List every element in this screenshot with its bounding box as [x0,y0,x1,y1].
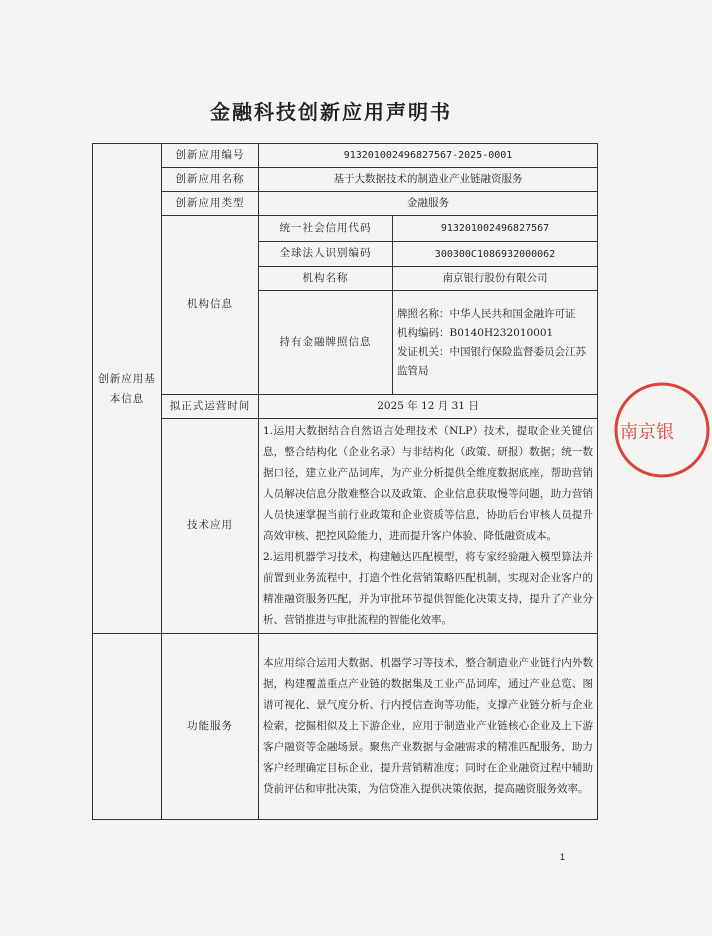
seal-text: 南京银 [620,422,674,443]
row-credit-code [93,216,598,242]
tech-paragraph-1: 1.运用大数据结合自然语言处理技术（NLP）技术，提取企业关键信息，整合结构化（企业名录）与非结构化（政策、研报）数据；统一数据口径，建立业产品词库，为产业分析提供全维度数据底座，帮助营销人员解决信息分散难整合以及政策、企业信息获取慢等问题，助力营销人员快速掌握当前行业政策和企业资质等信息，协助后台审核人员提升高效审核、把控风险能力，进而提升客户体验、降低融资成本。 [263,425,594,542]
function-value: 本应用综合运用大数据、机器学习等技术，整合制造业产业链行内外数据，构建覆盖重点产业链的数据集及工业产品词库，通过产业总览、图谱可视化、景气度分析、行内授信查询等功能，支撑产业链分析与企业检索，挖掘相似及上下游企业，应用于制造业产业链核心企业及上下游客户融资等金融场景。聚焦产业数据与金融需求的精准匹配服务，助力客户经理确定目标企业，提升营销精准度；同时在企业融资过程中辅助贷前评估和审批决策，为信贷准入提供决策依据，提高融资服务效率。 [259,634,598,820]
launch-date-value: 2025 年 12 月 31 日 [259,395,598,419]
app-id-value: 913201002496827567-2025-0001 [259,144,598,168]
row-app-id [93,144,598,168]
license-name: 牌照名称：中华人民共和国金融许可证 [397,307,576,320]
license-label: 持有金融牌照信息 [259,291,393,395]
section-basic-info-label: 创新应用基本信息 [98,372,156,405]
app-name-label: 创新应用名称 [162,168,259,192]
app-name-value: 基于大数据技术的制造业产业链融资服务 [259,168,598,192]
license-code: 机构编码：B0140H232010001 [397,326,554,339]
license-value [393,291,598,395]
app-id-label: 创新应用编号 [162,144,259,168]
credit-code-value: 913201002496827567 [393,216,598,242]
section-basic-info-cell [93,144,162,634]
app-type-value: 金融服务 [259,192,598,216]
lei-value: 300300C1086932000062 [393,242,598,267]
tech-label: 技术应用 [162,419,259,634]
tech-paragraph-2: 2.运用机器学习技术，构建触达匹配模型，将专家经验融入模型算法并前置到业务流程中，打造个性化营销策略匹配机制，实现对企业客户的精准融资服务匹配，并为审批环节提供智能化决策支持，提升了产业分析、营销推进与审批流程的智能化效率。 [263,551,594,626]
row-app-name [93,168,598,192]
function-empty-cell [93,634,162,820]
tech-value [259,419,598,634]
document-title: 金融科技创新应用声明书 [210,100,452,124]
row-function [93,634,598,820]
row-app-type [93,192,598,216]
institution-name-label: 机构名称 [259,267,393,291]
row-tech [93,419,598,634]
launch-date-label: 拟正式运营时间 [162,395,259,419]
app-type-label: 创新应用类型 [162,192,259,216]
declaration-table [92,143,598,820]
credit-code-label: 统一社会信用代码 [259,216,393,242]
lei-label: 全球法人识别编码 [259,242,393,267]
page-number: 1 [560,852,566,862]
institution-info-label: 机构信息 [162,216,259,395]
row-launch-date [93,395,598,419]
license-issuer: 发证机关：中国银行保险监督委员会江苏监管局 [397,345,586,377]
seal-ring [616,384,708,476]
official-seal [612,380,712,480]
institution-name-value: 南京银行股份有限公司 [393,267,598,291]
function-label: 功能服务 [162,634,259,820]
